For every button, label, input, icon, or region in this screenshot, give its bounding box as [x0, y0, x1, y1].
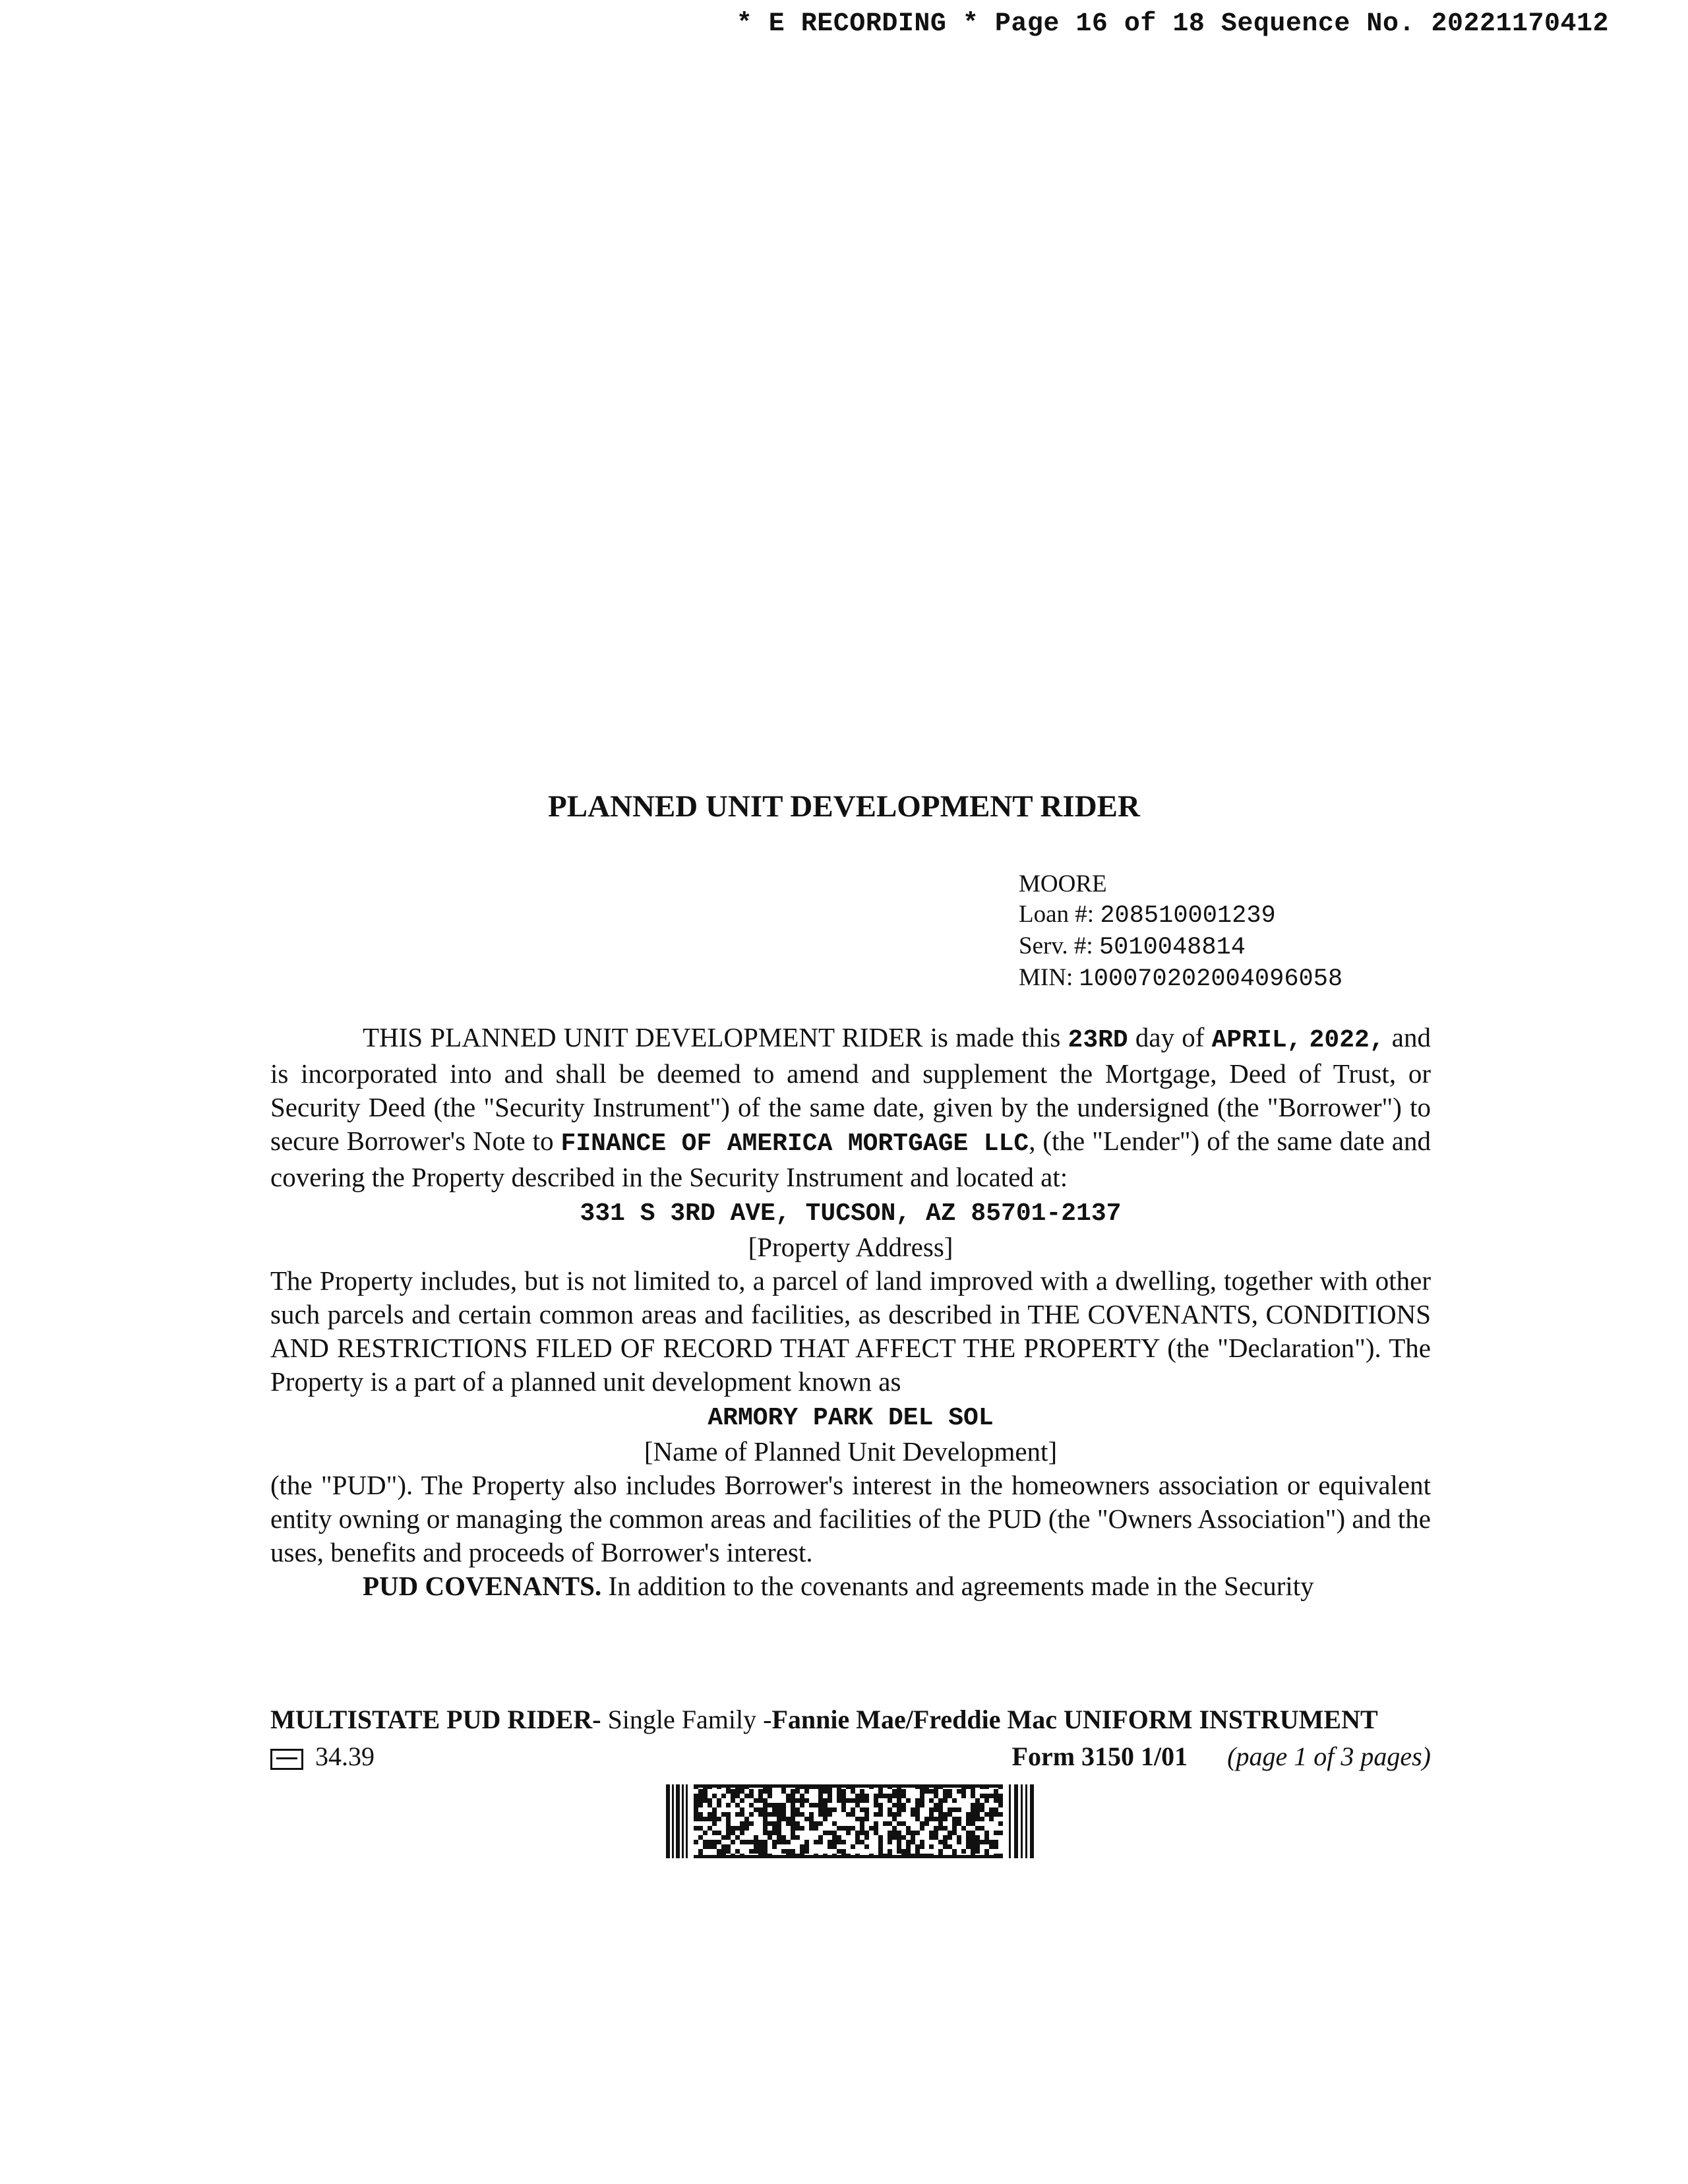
pud-name-caption: [Name of Planned Unit Development] [644, 1436, 1058, 1467]
recording-stamp: * E RECORDING * Page 16 of 18 Sequence No. 20221170412 [736, 9, 1609, 39]
intro-text-c: and is incorporated into and shall be deemed to amend and supplement the Mortgage, Deed of Trust, or Security Deed (the "Security Instrument") of the same date, given by the undersigned (the "Borrower") to secure Borrower's Note to [270, 1022, 1432, 1156]
loan-number-line [1019, 899, 1342, 931]
pud-name-line [270, 1399, 1431, 1435]
min-number: 100070202004096058 [1079, 965, 1343, 993]
covenants-text: In addition to the covenants and agreements made in the Security [601, 1571, 1314, 1601]
rider-month: APRIL, [1211, 1026, 1302, 1054]
intro-text-b: day of [1128, 1022, 1212, 1052]
form-footer-title [270, 1704, 1431, 1735]
covenants-paragraph [270, 1569, 1431, 1603]
property-address: 331 S 3RD AVE, TUCSON, AZ 85701-2137 [580, 1199, 1122, 1228]
form-number-block [1012, 1741, 1431, 1772]
borrower-name: MOORE [1019, 870, 1107, 897]
footer-title-a: MULTISTATE PUD RIDER- [270, 1705, 601, 1734]
property-address-caption: [Property Address] [748, 1232, 953, 1262]
serv-number: 5010048814 [1099, 934, 1246, 961]
intro-text-a: THIS PLANNED UNIT DEVELOPMENT RIDER is made this [363, 1022, 1068, 1052]
rider-year: 2022, [1309, 1026, 1385, 1054]
min-number-label: MIN: [1019, 964, 1073, 991]
serv-number-label: Serv. #: [1019, 932, 1093, 959]
loan-number-label: Loan #: [1019, 901, 1095, 928]
intro-text-d: , (the "Lender") of the same date and covering the Property described in the Security Instrument and located at: [270, 1126, 1431, 1192]
page-info: (page 1 of 3 pages) [1227, 1742, 1431, 1771]
loan-number: 208510001239 [1100, 902, 1276, 930]
lender-name: FINANCE OF AMERICA MORTGAGE LLC [560, 1130, 1029, 1158]
footer-title-c: Fannie Mae/Freddie Mac UNIFORM INSTRUMENT [771, 1705, 1378, 1734]
pud-paragraph: (the "PUD"). The Property also includes Borrower's interest in the homeowners association or equivalent entity owning or managing the common areas and facilities of the PUD (the "Owners Association") and the uses, benefits and proceeds of Borrower's interest. [270, 1470, 1431, 1567]
form-code-icon [270, 1749, 303, 1770]
min-number-line [1019, 963, 1342, 994]
loan-info-block [1019, 869, 1342, 994]
document-title: PLANNED UNIT DEVELOPMENT RIDER [548, 789, 1140, 824]
rider-day: 23RD [1068, 1026, 1128, 1054]
property-address-line [270, 1194, 1431, 1230]
form-code-value: 34.39 [315, 1742, 375, 1771]
pud-name: ARMORY PARK DEL SOL [708, 1404, 994, 1432]
barcode-icon [666, 1784, 1035, 1858]
covenants-heading: PUD COVENANTS. [363, 1571, 602, 1601]
rider-body [270, 1021, 1431, 1603]
intro-paragraph [270, 1021, 1431, 1194]
footer-title-b: Single Family - [601, 1705, 772, 1734]
property-description-paragraph: The Property includes, but is not limited to, a parcel of land improved with a dwelling, together with other such parcels and certain common areas and facilities, as described in THE COVENANTS, CONDITIONS AND RESTRICTIONS FILED OF RECORD THAT AFFECT THE PROPERTY (the "Declaration"). The Property is a part of a planned unit development known as [270, 1265, 1431, 1397]
form-code [270, 1741, 375, 1772]
form-number: Form 3150 1/01 [1011, 1742, 1188, 1771]
serv-number-line [1019, 931, 1342, 963]
